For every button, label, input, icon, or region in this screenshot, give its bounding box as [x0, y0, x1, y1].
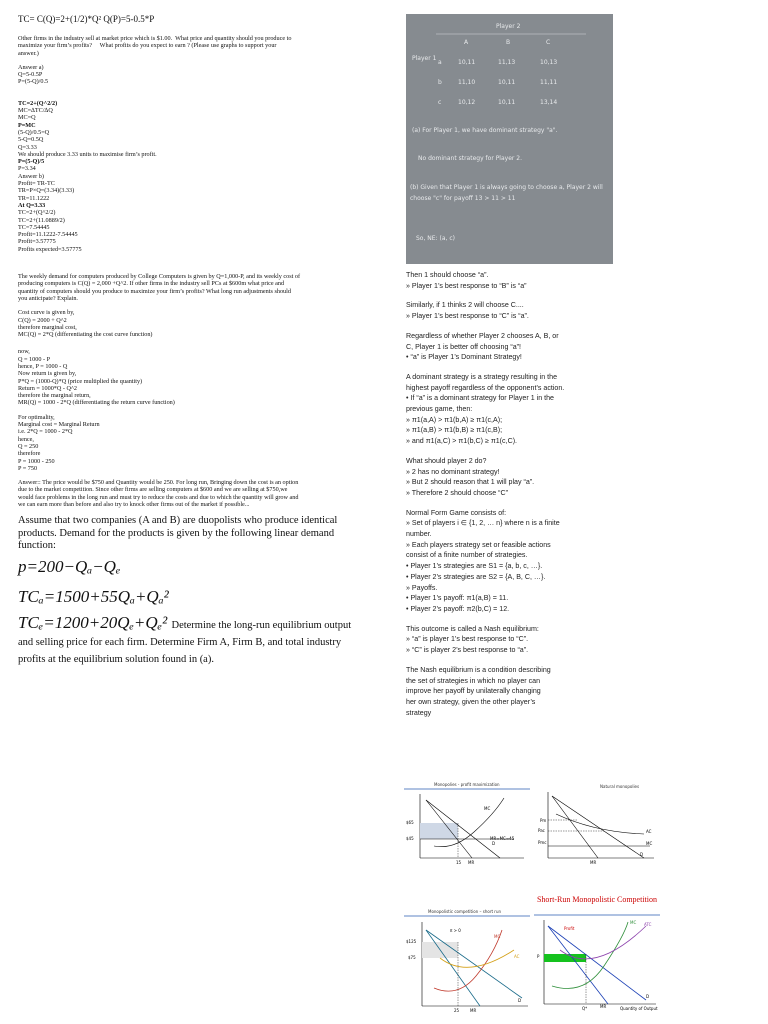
mr-label: MR [470, 1008, 477, 1013]
mc-label: MC [630, 920, 637, 925]
figure-monopoly-profit [404, 780, 530, 866]
right-column [406, 270, 621, 727]
text-line: Profit=11.1222-7.54445 [18, 231, 78, 239]
text-line: would face problems in the long run and must try to reduce the costs and due to which the quantity will grow and [18, 493, 299, 501]
question-1 [18, 35, 368, 57]
text-line: hence, P = 1000 - Q [18, 362, 68, 370]
figure-title: Monopolistic competition – short run [428, 909, 502, 914]
text-line: P = 1000 - 250 [18, 457, 55, 465]
figure-title: Short-Run Monopolistic Competition [536, 896, 657, 904]
text-line: What should player 2 do? [406, 456, 487, 465]
text-line: » Set of players i ∈ {1, 2, … n} where n is a finite [406, 519, 560, 528]
cost-function-header: TC= C(Q)=2+(1/2)*Q² Q(P)=5-0.5*P [18, 14, 155, 24]
quantity-label: 25 [454, 1008, 460, 1013]
text-line: » But 2 should reason that 1 will play “a”. [406, 478, 535, 487]
photo-cell: 10,11 [498, 79, 516, 86]
figure-title: Monopolies - profit maximization [434, 782, 500, 787]
text-line: • If “a” is a dominant strategy for Player 1 in the [406, 394, 554, 403]
ac-label: AC [646, 829, 652, 834]
photo-cell: 11,10 [458, 79, 476, 86]
demand-label: D [518, 998, 522, 1003]
text-line: (5-Q)/0.5=Q [18, 128, 50, 136]
text-line: P=MC [18, 121, 36, 129]
photo-cell: 10,11 [458, 59, 476, 66]
text-line: 5-Q=0.5Q [18, 136, 44, 144]
text-line: the set of strategies in which no player can [406, 676, 541, 685]
cost-equation-b [18, 612, 368, 667]
text-line: C, Player 1 is better off choosing “a”! [406, 342, 521, 351]
text-line: now, [18, 348, 30, 356]
paragraph [406, 372, 621, 447]
text-line: » Payoffs. [406, 583, 438, 592]
photo-row: a [438, 59, 442, 66]
photo-cell: 13,14 [540, 99, 558, 106]
text-line: MR(Q) = 1000 - 2*Q (differentiating the return curve function) [18, 399, 175, 407]
optimality [18, 414, 368, 472]
photo-cell: 11,13 [498, 59, 516, 66]
text-line: TC=2+(11.0889/2) [18, 216, 65, 224]
text-line: • Player 2’s strategies are S2 = {A, B, C, …}. [406, 572, 546, 581]
text-line: improve her payoff by unilaterally changing [406, 687, 541, 696]
text-line: » π1(a,B) > π1(b,B) ≥ π1(c,B); [406, 426, 503, 435]
text-line: Profits expected=3.57775 [18, 245, 82, 253]
paragraph [406, 300, 621, 321]
text-line: Similarly, if 1 thinks 2 will choose C.... [406, 301, 524, 310]
cost-equation-b-formula: TCₑ=1200+20Qₑ+Qₑ² [18, 612, 168, 632]
photo-note: (a) For Player 1, we have dominant strategy "a". [412, 127, 558, 134]
mc-label: MC [484, 806, 491, 811]
text-line: Now return is given by, [18, 370, 77, 378]
question-2 [18, 273, 368, 302]
text-line: Cost curve is given by, [18, 309, 75, 317]
mr-label: MR [590, 860, 597, 865]
paragraph [406, 331, 621, 363]
text-line: Profit=3.57775 [18, 238, 56, 246]
text-line: A dominant strategy is a strategy resulting in the [406, 372, 558, 381]
text-line: therefore the marginal return, [18, 392, 91, 400]
mc-label: MC [494, 934, 501, 939]
text-line: producing computers is C(Q) = 2,000 +Q^2. If other firms in the industry sell PCs at $600m what price and [18, 280, 285, 288]
text-line: C(Q) = 2000 + Q^2 [18, 316, 67, 324]
price-label: P [537, 954, 540, 959]
answer-2 [18, 479, 368, 508]
mr-label: MR [600, 1004, 607, 1009]
text-line: » π1(a,A) > π1(b,A) ≥ π1(c,A); [406, 415, 503, 424]
text-line: » Player 1’s best response to “B” is “a” [406, 281, 527, 290]
photo-row: b [438, 79, 442, 86]
text-line: Then 1 should choose “a”. [406, 271, 489, 279]
handwritten-notes-photo [406, 14, 613, 264]
text-line: MC=Q [18, 114, 36, 122]
photo-note: No dominant strategy for Player 2. [418, 155, 522, 162]
text-line: Profit= TR-TC [18, 180, 55, 188]
text-line: P = 750 [18, 464, 38, 472]
figure-short-run-competition [534, 896, 660, 1016]
duopoly-question: Assume that two companies (A and B) are duopolists who produce identical products. Demand for the products is given by the following linear demand function: [18, 515, 338, 552]
profit-label: Profit [564, 926, 575, 931]
photo-cell: 10,12 [458, 99, 476, 106]
profit-label: π > 0 [450, 928, 461, 933]
text-line: hence, [18, 435, 34, 443]
price-label: Pm [540, 818, 547, 823]
figure-natural-monopoly [534, 780, 660, 866]
x-axis-label: Quantity of Output [620, 1006, 658, 1011]
quantity-label: Q* [582, 1006, 588, 1011]
text-line: At Q=3.33 [18, 201, 46, 209]
price-label: $125 [406, 939, 417, 944]
text-line: answer.) [18, 49, 39, 57]
price-label: Pmc [538, 840, 547, 845]
text-line: • “a” is Player 1’s Dominant Strategy! [406, 353, 522, 362]
left-column [18, 14, 368, 675]
figure-title: Natural monopolies [600, 784, 640, 789]
text-line: » and π1(a,C) > π1(b,C) ≥ π1(c,C). [406, 437, 518, 446]
text-line: previous game, then: [406, 405, 473, 414]
paragraph [406, 665, 621, 719]
text-line: Normal Form Game consists of: [406, 508, 507, 517]
answer-a [18, 64, 368, 86]
photo-col: A [464, 39, 469, 46]
text-line: » 2 has no dominant strategy! [406, 467, 500, 476]
text-line: TR=P×Q=(3.34)(3.33) [18, 187, 75, 195]
cost-curve [18, 309, 368, 338]
text-line: • Player 2’s payoff: π2(b,C) = 12. [406, 604, 510, 613]
photo-cell: 10,13 [540, 59, 558, 66]
photo-note: (b) Given that Player 1 is always going to choose a, Player 2 will choose "c" for payoff 13 > 11 > 11 [410, 184, 603, 202]
text-line: » Each players strategy set or feasible actions [406, 540, 551, 549]
text-line: P=3.34 [18, 165, 36, 173]
text-line: P=(5-Q)/0.5 [18, 78, 49, 86]
demand-label: D [492, 841, 496, 846]
paragraph [406, 508, 621, 615]
text-line: i.e. 2*Q = 1000 - 2*Q [18, 428, 73, 436]
text-line: Q=5-0.5P [18, 71, 43, 79]
text-line: consist of a finite number of strategies. [406, 551, 528, 560]
text-line: MC=∆TC/∆Q [18, 107, 53, 115]
text-line: TC=2+(Q^2/2) [18, 209, 56, 217]
text-line: Answer a) [18, 63, 44, 71]
photo-col: B [506, 39, 511, 46]
ac-label: AC [514, 954, 520, 959]
text-line: Q=3.33 [18, 143, 37, 151]
quantity-label: 15 [456, 860, 462, 865]
figure-monopolistic-competition [404, 906, 530, 1014]
text-line: This outcome is called a Nash equilibrium: [406, 624, 539, 633]
text-line: TC=2+(Q^2/2) [18, 99, 58, 107]
text-line: Return = 1000*Q - Q^2 [18, 384, 77, 392]
text-line: The Nash equilibrium is a condition describing [406, 665, 551, 674]
price-label: Pac [538, 828, 545, 833]
text-line: Regardless of whether Player 2 chooses A, B, or [406, 331, 559, 340]
demand-label: D [646, 994, 650, 999]
text-line: MC(Q) = 2*Q (differentiating the cost curve function) [18, 331, 153, 339]
paragraph [406, 624, 621, 656]
mr-label: MR [468, 860, 475, 865]
mr-mc-label: MR=MC=45 [490, 836, 515, 841]
text-line: therefore marginal cost, [18, 323, 77, 331]
price-label: $75 [408, 955, 416, 960]
photo-row: c [438, 99, 442, 106]
text-line: highest payoff regardless of the opponent’s action. [406, 383, 565, 392]
text-line: you anticipate? Explain. [18, 294, 78, 302]
photo-title: Player 2 [496, 23, 521, 30]
text-line: Answer:: The price would be $750 and Quantity would be 250. For long run, Bringing down the cost is an option [18, 479, 299, 487]
text-line: TC=7.54445 [18, 223, 50, 231]
text-line: » Therefore 2 should choose “C” [406, 488, 508, 497]
text-line: we can earn more than before and also try to knock other firms out of the market if possible... [18, 501, 250, 509]
text-line: maximize your firm’s profits? What profits do you expect to earn ? (Please use graphs to support your [18, 42, 277, 50]
duopoly-task: Determine the long-run equilibrium output and selling price for each firm. Determine Firm A, Firm B, and total industry profits at the equilibrium solution found in (a). [18, 619, 352, 665]
text-line: quantity of computers should you produce to maximize your firm’s profits? What long run adjustments should [18, 287, 291, 295]
price-label: $45 [406, 836, 414, 841]
atc-label: ATC [644, 922, 652, 927]
paragraph [406, 456, 621, 499]
demand-label: D [640, 852, 644, 857]
text-line: strategy [406, 708, 432, 717]
text-line: P=(5-Q)/5 [18, 158, 45, 166]
text-line: her own strategy, given the other player’s [406, 697, 536, 706]
photo-row-player: Player 1 [412, 55, 437, 62]
text-line: Q = 1000 - P [18, 355, 51, 363]
price-label: $65 [406, 820, 414, 825]
solution-1 [18, 100, 368, 253]
text-line: Other firms in the industry sell at market price which is $1.00. What price and quantity should you produce to [18, 35, 292, 42]
text-line: therefore [18, 450, 41, 458]
text-line: number. [406, 530, 432, 539]
text-line: TR=11.1222 [18, 194, 50, 202]
photo-note: So, NE: (a, c) [416, 235, 455, 242]
text-line: due to the market competition. Since other firms are selling computers at $600 and we are selling at $750,we [18, 486, 288, 494]
mc-label: MC [646, 841, 653, 846]
photo-cell: 10,11 [498, 99, 516, 106]
text-line: For optimality, [18, 413, 55, 421]
text-line: » “C” is player 2’s best response to “a”. [406, 646, 529, 655]
demand-equation: p=200−Qₐ−Qₑ [18, 556, 121, 576]
text-line: The weekly demand for computers produced by College Computers is given by Q=1,000-P, and its weekly cost of [18, 273, 301, 281]
cost-equation-a: TCₐ=1500+55Qₐ+Qₐ² [18, 586, 169, 606]
photo-cell: 11,11 [540, 79, 558, 86]
text-line: Answer b) [18, 172, 44, 180]
paragraph [406, 270, 621, 291]
text-line: • Player 1’s strategies are S1 = {a, b, c, …}. [406, 562, 543, 571]
text-line: P*Q = (1000-Q)*Q (price multiplied the quantity) [18, 377, 143, 385]
text-line: Marginal cost = Marginal Return [18, 421, 100, 429]
text-line: Q = 250 [18, 442, 39, 450]
text-line: » Player 1’s best response to “C” is “a”. [406, 312, 529, 321]
text-line: We should produce 3.33 units to maximise firm’s profit. [18, 150, 157, 158]
photo-col: C [546, 39, 551, 46]
text-line: » “a” is player 1’s best response to “C”. [406, 635, 529, 644]
return-curve [18, 348, 368, 406]
text-line: • Player 1’s payoff: π1(a,B) = 11. [406, 594, 509, 603]
